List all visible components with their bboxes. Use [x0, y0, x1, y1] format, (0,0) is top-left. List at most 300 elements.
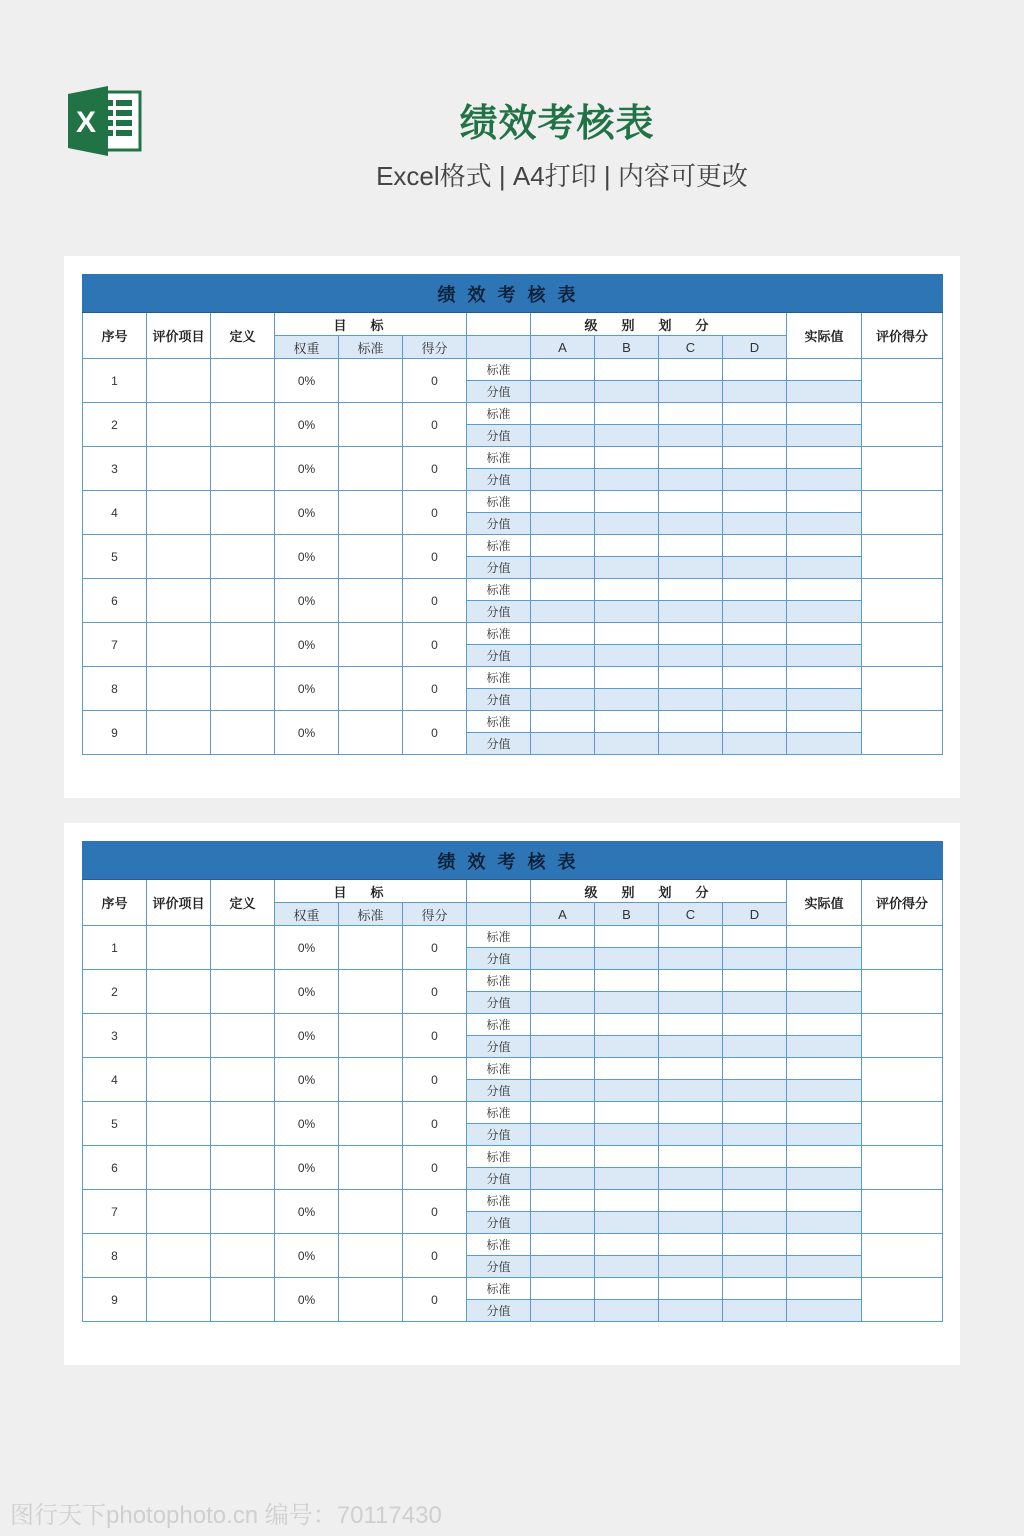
row-weight[interactable]: 0%: [275, 491, 339, 535]
level-b-standard-cell[interactable]: [595, 667, 659, 689]
level-d-value-cell[interactable]: [723, 513, 787, 535]
level-b-standard-cell[interactable]: [595, 711, 659, 733]
row-weight[interactable]: 0%: [275, 711, 339, 755]
level-b-value-cell[interactable]: [595, 948, 659, 970]
row-score[interactable]: 0: [403, 403, 467, 447]
row-standard-cell[interactable]: [339, 1102, 403, 1146]
row-item-cell[interactable]: [147, 359, 211, 403]
level-a-standard-cell[interactable]: [531, 1278, 595, 1300]
level-c-value-cell[interactable]: [659, 645, 723, 667]
row-standard-cell[interactable]: [339, 623, 403, 667]
row-eval-score-cell[interactable]: [862, 711, 943, 755]
level-c-value-cell[interactable]: [659, 948, 723, 970]
level-a-standard-cell[interactable]: [531, 711, 595, 733]
level-b-standard-cell[interactable]: [595, 447, 659, 469]
level-d-standard-cell[interactable]: [723, 970, 787, 992]
row-definition-cell[interactable]: [211, 535, 275, 579]
actual-standard-cell[interactable]: [787, 1058, 862, 1080]
actual-standard-cell[interactable]: [787, 926, 862, 948]
level-b-value-cell[interactable]: [595, 1080, 659, 1102]
row-weight[interactable]: 0%: [275, 1278, 339, 1322]
row-standard-cell[interactable]: [339, 970, 403, 1014]
level-a-standard-cell[interactable]: [531, 623, 595, 645]
level-c-value-cell[interactable]: [659, 1124, 723, 1146]
row-standard-cell[interactable]: [339, 579, 403, 623]
level-d-standard-cell[interactable]: [723, 535, 787, 557]
row-weight[interactable]: 0%: [275, 1190, 339, 1234]
level-b-standard-cell[interactable]: [595, 535, 659, 557]
row-standard-cell[interactable]: [339, 926, 403, 970]
level-b-value-cell[interactable]: [595, 1036, 659, 1058]
level-b-standard-cell[interactable]: [595, 1278, 659, 1300]
actual-standard-cell[interactable]: [787, 491, 862, 513]
level-b-standard-cell[interactable]: [595, 1190, 659, 1212]
level-d-value-cell[interactable]: [723, 601, 787, 623]
level-c-standard-cell[interactable]: [659, 926, 723, 948]
level-c-standard-cell[interactable]: [659, 1278, 723, 1300]
level-a-value-cell[interactable]: [531, 425, 595, 447]
row-item-cell[interactable]: [147, 403, 211, 447]
level-d-standard-cell[interactable]: [723, 711, 787, 733]
level-b-standard-cell[interactable]: [595, 403, 659, 425]
row-weight[interactable]: 0%: [275, 667, 339, 711]
level-a-standard-cell[interactable]: [531, 970, 595, 992]
level-c-standard-cell[interactable]: [659, 359, 723, 381]
level-c-value-cell[interactable]: [659, 425, 723, 447]
level-c-standard-cell[interactable]: [659, 623, 723, 645]
level-a-value-cell[interactable]: [531, 1036, 595, 1058]
level-c-value-cell[interactable]: [659, 733, 723, 755]
row-definition-cell[interactable]: [211, 491, 275, 535]
level-a-value-cell[interactable]: [531, 1124, 595, 1146]
row-definition-cell[interactable]: [211, 1058, 275, 1102]
level-a-value-cell[interactable]: [531, 1300, 595, 1322]
row-item-cell[interactable]: [147, 711, 211, 755]
header-actual: 实际值: [787, 880, 862, 926]
actual-value-cell[interactable]: [787, 1124, 862, 1146]
actual-standard-cell[interactable]: [787, 667, 862, 689]
level-c-standard-cell[interactable]: [659, 1234, 723, 1256]
row-eval-score-cell[interactable]: [862, 1146, 943, 1190]
row-score[interactable]: 0: [403, 1190, 467, 1234]
actual-value-cell[interactable]: [787, 645, 862, 667]
row-weight[interactable]: 0%: [275, 926, 339, 970]
row-item-cell[interactable]: [147, 1102, 211, 1146]
level-a-standard-cell[interactable]: [531, 491, 595, 513]
row-weight[interactable]: 0%: [275, 623, 339, 667]
level-c-value-cell[interactable]: [659, 1168, 723, 1190]
row-definition-cell[interactable]: [211, 667, 275, 711]
level-c-value-cell[interactable]: [659, 381, 723, 403]
level-d-standard-cell[interactable]: [723, 1190, 787, 1212]
level-d-value-cell[interactable]: [723, 948, 787, 970]
level-b-value-cell[interactable]: [595, 513, 659, 535]
row-standard-cell[interactable]: [339, 1234, 403, 1278]
level-c-value-cell[interactable]: [659, 1300, 723, 1322]
level-d-standard-cell[interactable]: [723, 447, 787, 469]
row-item-cell[interactable]: [147, 623, 211, 667]
actual-value-cell[interactable]: [787, 733, 862, 755]
level-b-value-cell[interactable]: [595, 645, 659, 667]
level-d-standard-cell[interactable]: [723, 359, 787, 381]
level-a-standard-cell[interactable]: [531, 926, 595, 948]
row-seq: 2: [83, 970, 147, 1014]
level-d-value-cell[interactable]: [723, 733, 787, 755]
level-b-value-cell[interactable]: [595, 1300, 659, 1322]
level-c-value-cell[interactable]: [659, 557, 723, 579]
row-definition-cell[interactable]: [211, 1014, 275, 1058]
actual-value-cell[interactable]: [787, 689, 862, 711]
actual-standard-cell[interactable]: [787, 403, 862, 425]
row-weight[interactable]: 0%: [275, 579, 339, 623]
row-score[interactable]: 0: [403, 926, 467, 970]
row-item-cell[interactable]: [147, 1234, 211, 1278]
row-score[interactable]: 0: [403, 1146, 467, 1190]
level-a-value-cell[interactable]: [531, 948, 595, 970]
header-actual: 实际值: [787, 313, 862, 359]
level-c-value-cell[interactable]: [659, 1080, 723, 1102]
row-eval-score-cell[interactable]: [862, 970, 943, 1014]
row-definition-cell[interactable]: [211, 1278, 275, 1322]
level-d-value-cell[interactable]: [723, 425, 787, 447]
level-d-value-cell[interactable]: [723, 1300, 787, 1322]
level-a-standard-cell[interactable]: [531, 1146, 595, 1168]
level-b-standard-cell[interactable]: [595, 1146, 659, 1168]
level-d-value-cell[interactable]: [723, 689, 787, 711]
level-b-standard-cell[interactable]: [595, 491, 659, 513]
level-c-standard-cell[interactable]: [659, 447, 723, 469]
level-a-standard-cell[interactable]: [531, 1102, 595, 1124]
level-d-standard-cell[interactable]: [723, 1014, 787, 1036]
row-score[interactable]: 0: [403, 535, 467, 579]
level-b-standard-cell[interactable]: [595, 1102, 659, 1124]
table-row: [83, 1278, 943, 1300]
level-b-standard-cell[interactable]: [595, 1014, 659, 1036]
row-score[interactable]: 0: [403, 579, 467, 623]
row-weight[interactable]: 0%: [275, 359, 339, 403]
actual-standard-cell[interactable]: [787, 1278, 862, 1300]
level-d-value-cell[interactable]: [723, 1080, 787, 1102]
row-item-cell[interactable]: [147, 1058, 211, 1102]
row-definition-cell[interactable]: [211, 403, 275, 447]
actual-standard-cell[interactable]: [787, 535, 862, 557]
actual-value-cell[interactable]: [787, 469, 862, 491]
actual-standard-cell[interactable]: [787, 447, 862, 469]
row-eval-score-cell[interactable]: [862, 1014, 943, 1058]
level-c-standard-cell[interactable]: [659, 711, 723, 733]
row-standard-cell[interactable]: [339, 447, 403, 491]
row-standard-cell[interactable]: [339, 1190, 403, 1234]
row-score[interactable]: 0: [403, 711, 467, 755]
actual-standard-cell[interactable]: [787, 579, 862, 601]
actual-value-cell[interactable]: [787, 1168, 862, 1190]
level-d-standard-cell[interactable]: [723, 579, 787, 601]
row-eval-score-cell[interactable]: [862, 1190, 943, 1234]
level-d-standard-cell[interactable]: [723, 491, 787, 513]
level-d-standard-cell[interactable]: [723, 1102, 787, 1124]
row-definition-cell[interactable]: [211, 970, 275, 1014]
level-d-standard-cell[interactable]: [723, 926, 787, 948]
level-d-value-cell[interactable]: [723, 1256, 787, 1278]
row-score[interactable]: 0: [403, 1234, 467, 1278]
actual-value-cell[interactable]: [787, 992, 862, 1014]
level-c-value-cell[interactable]: [659, 1036, 723, 1058]
row-definition-cell[interactable]: [211, 926, 275, 970]
row-eval-score-cell[interactable]: [862, 359, 943, 403]
level-a-value-cell[interactable]: [531, 992, 595, 1014]
row-eval-score-cell[interactable]: [862, 667, 943, 711]
row-definition-cell[interactable]: [211, 1190, 275, 1234]
row-weight[interactable]: 0%: [275, 1102, 339, 1146]
row-weight[interactable]: 0%: [275, 1234, 339, 1278]
row-score[interactable]: 0: [403, 1058, 467, 1102]
row-item-cell[interactable]: [147, 926, 211, 970]
row-eval-score-cell[interactable]: [862, 926, 943, 970]
level-c-value-cell[interactable]: [659, 992, 723, 1014]
level-a-value-cell[interactable]: [531, 1168, 595, 1190]
level-d-standard-cell[interactable]: [723, 403, 787, 425]
level-c-standard-cell[interactable]: [659, 1058, 723, 1080]
actual-value-cell[interactable]: [787, 1080, 862, 1102]
row-standard-cell[interactable]: [339, 1278, 403, 1322]
actual-standard-cell[interactable]: [787, 1014, 862, 1036]
actual-value-cell[interactable]: [787, 381, 862, 403]
row-item-cell[interactable]: [147, 447, 211, 491]
row-definition-cell[interactable]: [211, 579, 275, 623]
level-d-value-cell[interactable]: [723, 381, 787, 403]
row-standard-cell[interactable]: [339, 403, 403, 447]
level-d-value-cell[interactable]: [723, 1036, 787, 1058]
actual-value-cell[interactable]: [787, 557, 862, 579]
level-b-value-cell[interactable]: [595, 1212, 659, 1234]
level-c-value-cell[interactable]: [659, 689, 723, 711]
level-a-standard-cell[interactable]: [531, 579, 595, 601]
level-d-value-cell[interactable]: [723, 1212, 787, 1234]
level-c-standard-cell[interactable]: [659, 403, 723, 425]
row-weight[interactable]: 0%: [275, 403, 339, 447]
header-level-c: C: [659, 903, 723, 926]
level-d-value-cell[interactable]: [723, 557, 787, 579]
level-d-value-cell[interactable]: [723, 469, 787, 491]
row-definition-cell[interactable]: [211, 711, 275, 755]
row-seq: 8: [83, 1234, 147, 1278]
level-b-value-cell[interactable]: [595, 425, 659, 447]
row-item-cell[interactable]: [147, 491, 211, 535]
row-standard-cell[interactable]: [339, 359, 403, 403]
row-eval-score-cell[interactable]: [862, 1278, 943, 1322]
level-d-standard-cell[interactable]: [723, 1146, 787, 1168]
level-d-value-cell[interactable]: [723, 992, 787, 1014]
level-d-value-cell[interactable]: [723, 645, 787, 667]
level-d-value-cell[interactable]: [723, 1168, 787, 1190]
level-d-standard-cell[interactable]: [723, 1278, 787, 1300]
level-a-value-cell[interactable]: [531, 513, 595, 535]
row-eval-score-cell[interactable]: [862, 491, 943, 535]
row-standard-cell[interactable]: [339, 1014, 403, 1058]
row-score[interactable]: 0: [403, 447, 467, 491]
row-eval-score-cell[interactable]: [862, 535, 943, 579]
level-b-value-cell[interactable]: [595, 601, 659, 623]
level-c-value-cell[interactable]: [659, 513, 723, 535]
row-item-cell[interactable]: [147, 579, 211, 623]
level-b-value-cell[interactable]: [595, 1256, 659, 1278]
row-item-cell[interactable]: [147, 970, 211, 1014]
level-a-value-cell[interactable]: [531, 601, 595, 623]
row-definition-cell[interactable]: [211, 1234, 275, 1278]
level-c-standard-cell[interactable]: [659, 491, 723, 513]
row-weight[interactable]: 0%: [275, 1058, 339, 1102]
level-b-standard-cell[interactable]: [595, 926, 659, 948]
level-d-value-cell[interactable]: [723, 1124, 787, 1146]
level-c-standard-cell[interactable]: [659, 535, 723, 557]
actual-value-cell[interactable]: [787, 513, 862, 535]
row-weight[interactable]: 0%: [275, 1014, 339, 1058]
level-c-value-cell[interactable]: [659, 469, 723, 491]
table-row: [83, 1146, 943, 1168]
level-b-standard-cell[interactable]: [595, 1234, 659, 1256]
level-a-standard-cell[interactable]: [531, 667, 595, 689]
row-eval-score-cell[interactable]: [862, 403, 943, 447]
level-d-standard-cell[interactable]: [723, 623, 787, 645]
level-b-value-cell[interactable]: [595, 381, 659, 403]
row-eval-score-cell[interactable]: [862, 1102, 943, 1146]
row-definition-cell[interactable]: [211, 447, 275, 491]
level-b-standard-cell[interactable]: [595, 579, 659, 601]
actual-value-cell[interactable]: [787, 425, 862, 447]
row-eval-score-cell[interactable]: [862, 1234, 943, 1278]
actual-standard-cell[interactable]: [787, 970, 862, 992]
row-score[interactable]: 0: [403, 1014, 467, 1058]
level-a-standard-cell[interactable]: [531, 359, 595, 381]
row-weight[interactable]: 0%: [275, 970, 339, 1014]
level-a-value-cell[interactable]: [531, 1080, 595, 1102]
actual-value-cell[interactable]: [787, 948, 862, 970]
actual-standard-cell[interactable]: [787, 1102, 862, 1124]
level-c-standard-cell[interactable]: [659, 1190, 723, 1212]
row-item-cell[interactable]: [147, 1146, 211, 1190]
level-a-value-cell[interactable]: [531, 1212, 595, 1234]
row-item-cell[interactable]: [147, 1014, 211, 1058]
table-row: [83, 667, 943, 689]
level-c-standard-cell[interactable]: [659, 1014, 723, 1036]
level-a-standard-cell[interactable]: [531, 447, 595, 469]
row-standard-cell[interactable]: [339, 711, 403, 755]
level-b-standard-cell[interactable]: [595, 623, 659, 645]
row-eval-score-cell[interactable]: [862, 623, 943, 667]
row-score[interactable]: 0: [403, 623, 467, 667]
row-seq: 1: [83, 359, 147, 403]
level-c-value-cell[interactable]: [659, 601, 723, 623]
row-definition-cell[interactable]: [211, 1146, 275, 1190]
row-definition-cell[interactable]: [211, 1102, 275, 1146]
level-b-value-cell[interactable]: [595, 733, 659, 755]
level-b-value-cell[interactable]: [595, 1124, 659, 1146]
actual-standard-cell[interactable]: [787, 1190, 862, 1212]
actual-value-cell[interactable]: [787, 1256, 862, 1278]
level-c-value-cell[interactable]: [659, 1256, 723, 1278]
level-c-standard-cell[interactable]: [659, 970, 723, 992]
row-standard-cell[interactable]: [339, 667, 403, 711]
row-weight[interactable]: 0%: [275, 1146, 339, 1190]
row-item-cell[interactable]: [147, 1278, 211, 1322]
level-b-standard-cell[interactable]: [595, 970, 659, 992]
level-a-value-cell[interactable]: [531, 381, 595, 403]
level-b-value-cell[interactable]: [595, 557, 659, 579]
level-b-value-cell[interactable]: [595, 469, 659, 491]
level-a-standard-cell[interactable]: [531, 1014, 595, 1036]
level-c-standard-cell[interactable]: [659, 667, 723, 689]
level-a-standard-cell[interactable]: [531, 535, 595, 557]
level-d-standard-cell[interactable]: [723, 1058, 787, 1080]
level-d-standard-cell[interactable]: [723, 1234, 787, 1256]
level-b-standard-cell[interactable]: [595, 1058, 659, 1080]
row-score[interactable]: 0: [403, 667, 467, 711]
header-seq: 序号: [83, 880, 147, 926]
level-b-standard-cell[interactable]: [595, 359, 659, 381]
row-weight[interactable]: 0%: [275, 447, 339, 491]
actual-value-cell[interactable]: [787, 1036, 862, 1058]
level-a-standard-cell[interactable]: [531, 1190, 595, 1212]
header-item: 评价项目: [147, 880, 211, 926]
level-a-value-cell[interactable]: [531, 689, 595, 711]
header-label-blank: [467, 903, 531, 926]
row-standard-cell[interactable]: [339, 1146, 403, 1190]
actual-standard-cell[interactable]: [787, 711, 862, 733]
level-a-value-cell[interactable]: [531, 469, 595, 491]
row-score[interactable]: 0: [403, 1102, 467, 1146]
row-score[interactable]: 0: [403, 359, 467, 403]
row-score[interactable]: 0: [403, 491, 467, 535]
row-item-cell[interactable]: [147, 667, 211, 711]
row-standard-cell[interactable]: [339, 535, 403, 579]
row-standard-cell[interactable]: [339, 1058, 403, 1102]
actual-value-cell[interactable]: [787, 601, 862, 623]
actual-standard-cell[interactable]: [787, 1234, 862, 1256]
row-eval-score-cell[interactable]: [862, 579, 943, 623]
row-definition-cell[interactable]: [211, 623, 275, 667]
level-a-standard-cell[interactable]: [531, 1058, 595, 1080]
actual-value-cell[interactable]: [787, 1300, 862, 1322]
row-score[interactable]: 0: [403, 1278, 467, 1322]
row-definition-cell[interactable]: [211, 359, 275, 403]
level-b-value-cell[interactable]: [595, 689, 659, 711]
level-b-value-cell[interactable]: [595, 1168, 659, 1190]
level-d-standard-cell[interactable]: [723, 667, 787, 689]
actual-standard-cell[interactable]: [787, 623, 862, 645]
actual-value-cell[interactable]: [787, 1212, 862, 1234]
level-c-standard-cell[interactable]: [659, 1146, 723, 1168]
level-a-value-cell[interactable]: [531, 645, 595, 667]
level-a-value-cell[interactable]: [531, 557, 595, 579]
actual-standard-cell[interactable]: [787, 359, 862, 381]
level-a-standard-cell[interactable]: [531, 403, 595, 425]
level-c-value-cell[interactable]: [659, 1212, 723, 1234]
level-a-value-cell[interactable]: [531, 733, 595, 755]
row-eval-score-cell[interactable]: [862, 1058, 943, 1102]
row-score[interactable]: 0: [403, 970, 467, 1014]
level-a-standard-cell[interactable]: [531, 1234, 595, 1256]
level-a-value-cell[interactable]: [531, 1256, 595, 1278]
level-b-value-cell[interactable]: [595, 992, 659, 1014]
row-weight[interactable]: 0%: [275, 535, 339, 579]
level-c-standard-cell[interactable]: [659, 1102, 723, 1124]
actual-standard-cell[interactable]: [787, 1146, 862, 1168]
row-standard-cell[interactable]: [339, 491, 403, 535]
level-c-standard-cell[interactable]: [659, 579, 723, 601]
row-item-cell[interactable]: [147, 535, 211, 579]
row-eval-score-cell[interactable]: [862, 447, 943, 491]
row-item-cell[interactable]: [147, 1190, 211, 1234]
